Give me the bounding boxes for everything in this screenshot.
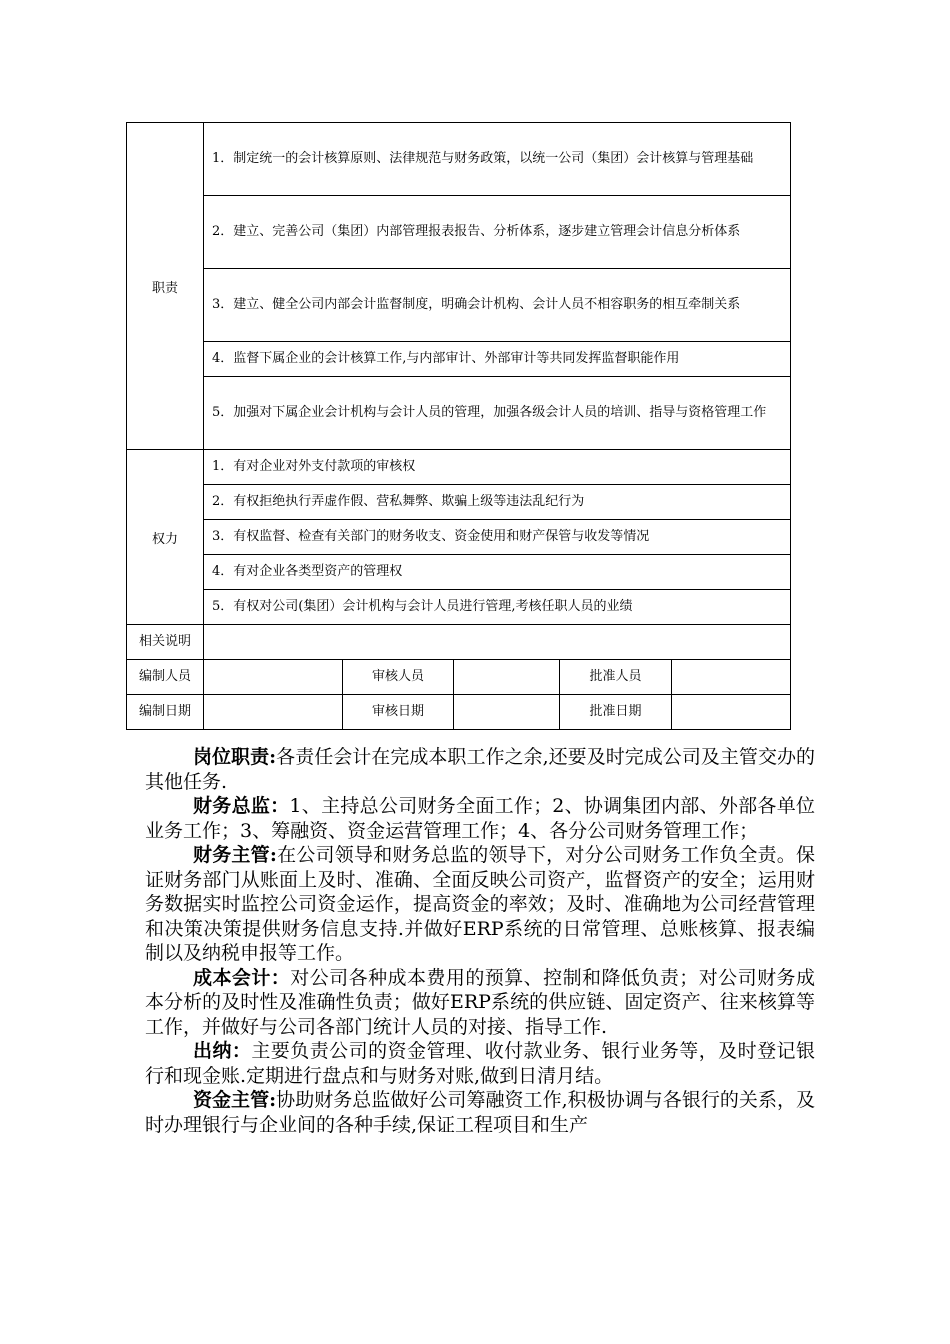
paragraph-text: 对公司各种成本费用的预算、控制和降低负责；对公司财务成本分析的及时性及准确性负责；做好ERP系统的供应链、固定资产、往来核算等工作，并做好与公司各部门统计人员的对接、指导工作. <box>145 966 815 1038</box>
paragraph-cfo <box>145 794 815 843</box>
duty-item: 4．监督下属企业的会计核算工作,与内部审计、外部审计等共同发挥监督职能作用 <box>204 342 791 377</box>
paragraph-cashier <box>145 1039 815 1088</box>
preparer-label: 编制人员 <box>127 660 204 695</box>
approver-label: 批准人员 <box>560 660 672 695</box>
preparer-value <box>204 660 343 695</box>
power-item: 3．有权监督、检查有关部门的财务收支、资金使用和财产保管与收发等情况 <box>204 520 791 555</box>
paragraph-finance-manager <box>145 843 815 966</box>
powers-label: 权力 <box>127 450 204 625</box>
paragraph-title: 岗位职责: <box>193 746 277 768</box>
paragraph-cost-accountant <box>145 966 815 1040</box>
approve-date-value <box>672 695 791 730</box>
power-item: 4．有对企业各类型资产的管理权 <box>204 555 791 590</box>
duty-item: 3．建立、健全公司内部会计监督制度，明确会计机构、会计人员不相容职务的相互牵制关系 <box>204 269 791 342</box>
review-date-value <box>454 695 560 730</box>
duty-item: 2．建立、完善公司（集团）内部管理报表报告、分析体系，逐步建立管理会计信息分析体系 <box>204 196 791 269</box>
paragraph-text: 主要负责公司的资金管理、收付款业务、银行业务等，及时登记银行和现金账.定期进行盘点和与财务对账,做到日清月结。 <box>145 1040 815 1087</box>
paragraph-title: 成本会计： <box>193 966 291 989</box>
notes-value <box>204 625 791 660</box>
approver-value <box>672 660 791 695</box>
review-date-label: 审核日期 <box>343 695 454 730</box>
power-item: 1．有对企业对外支付款项的审核权 <box>204 450 791 485</box>
paragraph-title: 财务总监： <box>193 795 290 817</box>
duty-item: 1．制定统一的会计核算原则、法律规范与财务政策，以统一公司（集团）会计核算与管理基础 <box>204 123 791 196</box>
paragraph-job-duties <box>145 745 815 794</box>
paragraph-text: 1、主持总公司财务全面工作；2、协调集团内部、外部各单位业务工作；3、筹融资、资金运营管理工作；4、各分公司财务管理工作； <box>145 795 815 842</box>
duty-item: 5．加强对下属企业会计机构与会计人员的管理，加强各级会计人员的培训、指导与资格管理工作 <box>204 377 791 450</box>
paragraph-title: 资金主管: <box>193 1089 277 1111</box>
approve-date-label: 批准日期 <box>560 695 672 730</box>
paragraph-text: 协助财务总监做好公司筹融资工作,积极协调与各银行的关系，及时办理银行与企业间的各种手续,保证工程项目和生产 <box>145 1089 816 1136</box>
paragraph-text: 在公司领导和财务总监的领导下，对分公司财务工作负全责。保证财务部门从账面上及时、准确、全面反映公司资产，监督资产的安全；运用财务数据实时监控公司资金运作，提高资金的率效；及时、准确地为公司经营管理和决策决策提供财务信息支持.并做好ERP系统的日常管理、总账核算、报表编制以及纳税申报等工作。 <box>145 844 815 964</box>
notes-label: 相关说明 <box>127 625 204 660</box>
job-description-table <box>126 122 791 730</box>
paragraph-title: 财务主管: <box>193 844 277 866</box>
power-item: 5．有权对公司(集团）会计机构与会计人员进行管理,考核任职人员的业绩 <box>204 590 791 625</box>
paragraph-title: 出纳： <box>193 1040 252 1062</box>
prep-date-label: 编制日期 <box>127 695 204 730</box>
duties-label: 职责 <box>127 123 204 450</box>
role-descriptions <box>145 745 815 1137</box>
reviewer-value <box>454 660 560 695</box>
paragraph-text: 各责任会计在完成本职工作之余,还要及时完成公司及主管交办的其他任务. <box>145 746 816 793</box>
power-item: 2．有权拒绝执行弄虚作假、营私舞弊、欺骗上级等违法乱纪行为 <box>204 485 791 520</box>
reviewer-label: 审核人员 <box>343 660 454 695</box>
paragraph-treasury-manager <box>145 1088 815 1137</box>
prep-date-value <box>204 695 343 730</box>
